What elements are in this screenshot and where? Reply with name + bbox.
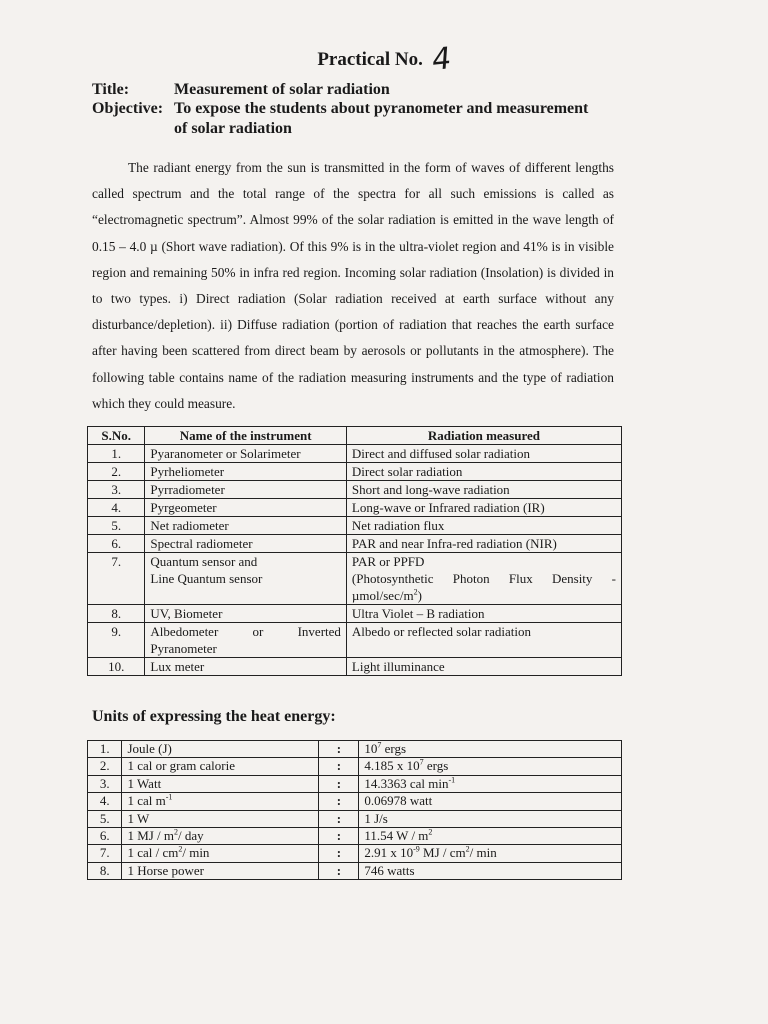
instrument-line1: Quantum sensor and (150, 554, 258, 569)
row-equivalent (359, 758, 622, 775)
table-row (88, 828, 622, 845)
table-row (88, 499, 622, 517)
radiation-line1: PAR or PPFD (351, 554, 425, 569)
value-suffix: ergs (381, 741, 407, 756)
unit-close: ) (417, 588, 422, 603)
table-row (88, 605, 622, 623)
row-colon: : (319, 793, 359, 810)
row-radiation: Direct and diffused solar radiation (346, 445, 621, 463)
row-colon: : (319, 810, 359, 827)
row-sno: 6. (88, 535, 145, 553)
row-sno: 2. (88, 463, 145, 481)
unit-suffix: / day (178, 828, 204, 844)
objective-line2: of solar radiation (174, 120, 292, 137)
row-sno: 9. (88, 623, 145, 658)
value-text: 11.54 W / m (364, 828, 429, 844)
units-table (87, 740, 622, 880)
practical-heading (0, 42, 768, 77)
table-row (88, 658, 622, 676)
title-line (92, 80, 692, 100)
table-row (88, 862, 622, 879)
value-superscript: 7 (377, 740, 382, 750)
row-radiation: Short and long-wave radiation (346, 481, 621, 499)
objective-line1: To expose the students about pyranometer and measurement (174, 100, 589, 117)
value-middle: MJ / cm (419, 845, 466, 861)
row-instrument: Net radiometer (145, 517, 347, 535)
value-text: 14.3363 cal min (364, 775, 449, 791)
row-sno: 7. (88, 845, 122, 862)
row-sno: 6. (88, 828, 122, 845)
row-sno: 5. (88, 810, 122, 827)
row-unit: 1 W (122, 810, 319, 827)
row-radiation: Net radiation flux (346, 517, 621, 535)
row-radiation: Light illuminance (346, 658, 621, 676)
units-section-title: Units of expressing the heat energy: (92, 708, 336, 725)
row-radiation (346, 553, 621, 605)
value-superscript: 7 (419, 758, 424, 768)
unit-superscript: 2 (413, 587, 418, 597)
instruments-table (87, 426, 622, 676)
table-row (88, 793, 622, 810)
row-colon: : (319, 828, 359, 845)
value-superscript: 2 (428, 827, 433, 837)
row-sno: 10. (88, 658, 145, 676)
practical-label: Practical No. (317, 49, 423, 70)
practical-number-handwritten: 4 (430, 40, 452, 79)
unit-text: 1 MJ / m (127, 828, 175, 844)
table-row (88, 481, 622, 499)
row-instrument: Pyrheliometer (145, 463, 347, 481)
row-sno: 7. (88, 553, 145, 605)
row-equivalent (359, 845, 622, 862)
row-equivalent (359, 775, 622, 792)
row-sno: 8. (88, 605, 145, 623)
radiation-line3 (352, 587, 616, 604)
table-row (88, 463, 622, 481)
table-row (88, 758, 622, 775)
table-row (88, 517, 622, 535)
value-text: 4.185 x 10 (364, 758, 420, 774)
row-sno: 4. (88, 499, 145, 517)
title-value: Measurement of solar radiation (174, 81, 390, 98)
row-equivalent (359, 828, 622, 845)
row-radiation: Long-wave or Infrared radiation (IR) (346, 499, 621, 517)
unit-superscript: -1 (165, 792, 173, 802)
row-sno: 3. (88, 481, 145, 499)
row-equivalent (359, 741, 622, 758)
row-sno: 2. (88, 758, 122, 775)
row-instrument: Pyrgeometer (145, 499, 347, 517)
row-instrument: Pyaranometer or Solarimeter (145, 445, 347, 463)
row-unit (122, 828, 319, 845)
row-instrument: Spectral radiometer (145, 535, 347, 553)
unit-text: µmol/sec/m (351, 588, 414, 603)
unit-superscript: 2 (174, 827, 179, 837)
value-superscript-2: 2 (465, 845, 470, 855)
row-unit: Joule (J) (122, 741, 319, 758)
row-colon: : (319, 845, 359, 862)
value-superscript: -1 (448, 775, 456, 785)
unit-suffix: / min (182, 845, 210, 861)
table-header-row (88, 427, 622, 445)
row-sno: 1. (88, 741, 122, 758)
row-equivalent: 1 J/s (359, 810, 622, 827)
row-instrument: Pyrradiometer (145, 481, 347, 499)
objective-block (92, 99, 692, 139)
value-suffix: / min (469, 845, 497, 861)
row-unit (122, 845, 319, 862)
row-unit (122, 793, 319, 810)
instrument-line2: Pyranometer (150, 641, 217, 656)
row-colon: : (319, 862, 359, 879)
row-sno: 8. (88, 862, 122, 879)
table-row (88, 845, 622, 862)
row-radiation: Direct solar radiation (346, 463, 621, 481)
title-label: Title: (92, 81, 130, 98)
instrument-line1: Albedometer or Inverted (150, 624, 341, 639)
row-sno: 1. (88, 445, 145, 463)
table-row (88, 623, 622, 658)
table-row (88, 775, 622, 792)
unit-text: 1 cal m (127, 793, 166, 809)
row-unit: 1 Horse power (122, 862, 319, 879)
table-row (88, 553, 622, 605)
objective-label: Objective: (92, 100, 164, 117)
unit-text: 1 cal / cm (127, 845, 179, 861)
instrument-line2: Line Quantum sensor (150, 571, 263, 586)
table-row (88, 445, 622, 463)
row-radiation: Ultra Violet – B radiation (346, 605, 621, 623)
value-suffix: ergs (423, 758, 449, 774)
row-sno: 3. (88, 775, 122, 792)
row-colon: : (319, 775, 359, 792)
row-radiation: Albedo or reflected solar radiation (346, 623, 621, 658)
value-text: 10 (364, 741, 378, 756)
header-radiation: Radiation measured (346, 427, 621, 445)
row-unit: 1 cal or gram calorie (122, 758, 319, 775)
table-row (88, 810, 622, 827)
header-instrument: Name of the instrument (145, 427, 347, 445)
header-sno: S.No. (88, 427, 145, 445)
radiation-line2: (Photosynthetic Photon Flux Density - (351, 571, 616, 586)
row-colon: : (319, 741, 359, 758)
value-text: 2.91 x 10 (364, 845, 414, 861)
table-row (88, 535, 622, 553)
row-radiation: PAR and near Infra-red radiation (NIR) (346, 535, 621, 553)
value-superscript: -9 (413, 845, 420, 855)
row-sno: 4. (88, 793, 122, 810)
row-instrument (145, 623, 347, 658)
row-equivalent: 746 watts (359, 862, 622, 879)
row-colon: : (319, 758, 359, 775)
row-equivalent: 0.06978 watt (359, 793, 622, 810)
table-row (88, 741, 622, 758)
row-instrument: UV, Biometer (145, 605, 347, 623)
row-instrument: Lux meter (145, 658, 347, 676)
row-unit: 1 Watt (122, 775, 319, 792)
row-sno: 5. (88, 517, 145, 535)
intro-paragraph: The radiant energy from the sun is transmitted in the form of waves of different lengths called spectrum and the total range of the spectra for all such emissions is called as “electromagnetic spectrum”. Almost 99% of the solar radiation is emitted in the wave length of 0.15 – 4.0 µ (Short wave radiation). Of this 9% is in the ultra-violet region and 41% is in visible region and remaining 50% in infra red region. Incoming solar radiation (Insolation) is divided in to two types. i) Direct radiation (Solar radiation received at earth surface without any disturbance/depletion). ii) Diffuse radiation (portion of radiation that reaches the earth surface after having been scattered from direct beam by aerosols or pollutants in the atmosphere). The following table contains name of the radiation measuring instruments and the type of radiation which they could measure. (92, 160, 614, 411)
row-instrument (145, 553, 347, 605)
unit-superscript: 2 (178, 845, 183, 855)
